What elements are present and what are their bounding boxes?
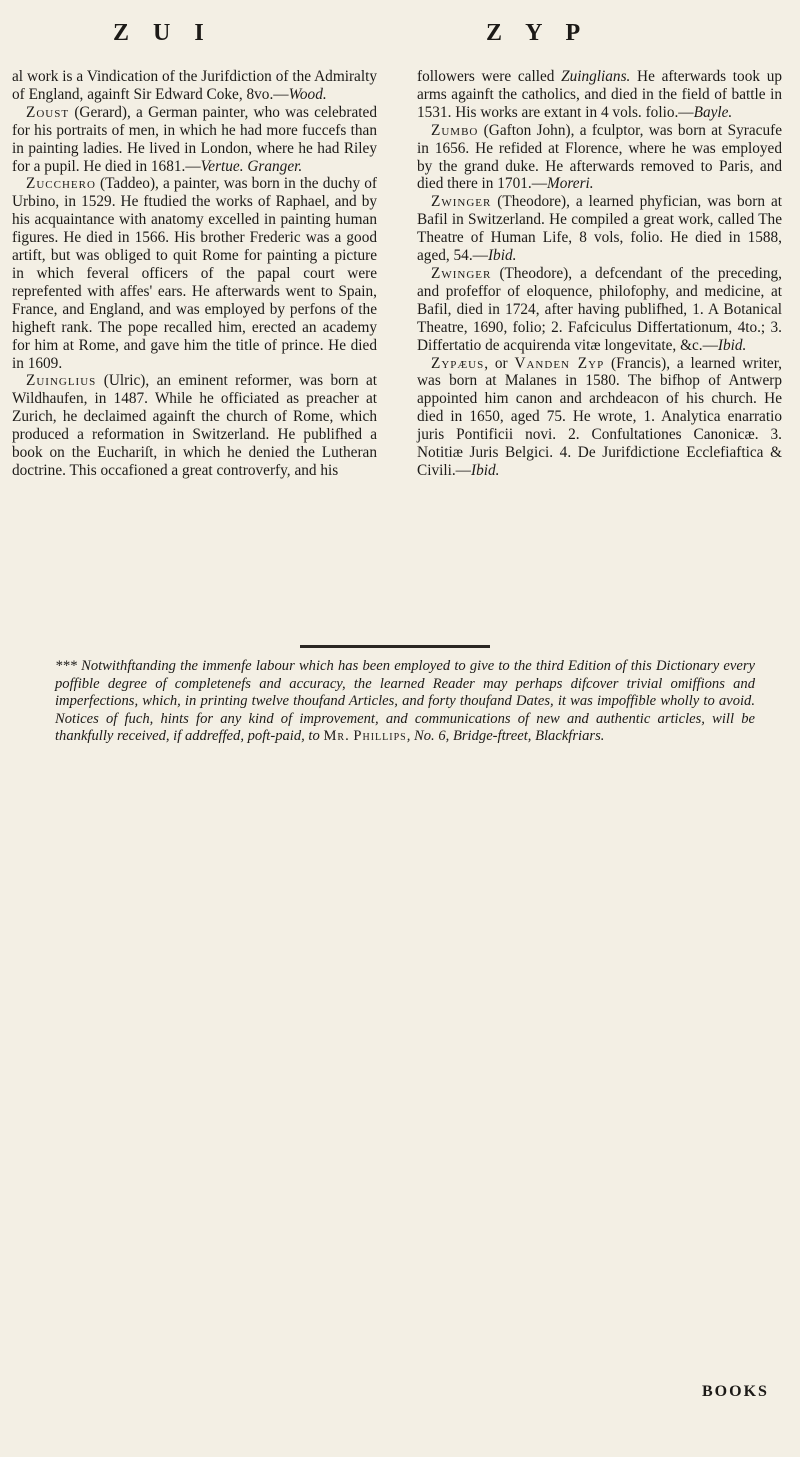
right-column	[417, 68, 782, 480]
entry-headword: Zoust	[26, 103, 70, 121]
entry-continuation: followers were called Zuinglians. He afterwards took up arms againft the catholics, and died in the field of battle in 1531. His works are extant in 4 vols. folio.—Bayle.	[417, 68, 782, 121]
publisher-notice: *** Notwithftanding the immenfe labour which has been employed to give to the third Edition of this Dictionary every poffible degree of completenefs and accuracy, the learned Reader may perhaps difcover trivial omiffions and imperfections, which, in printing twelve thoufand Articles, and forty thoufand Dates, it was impoffible wholly to avoid. Notices of fuch, hints for any kind of improvement, and communications of new and authentic articles, will be thankfully received, if addreffed, poft-paid, to Mr. Phillips, No. 6, Bridge-ftreet, Blackfriars.	[55, 658, 755, 744]
entry-headword: Zucchero	[26, 175, 96, 193]
entry-headword: Zumbo	[431, 121, 479, 139]
entry-continuation: al work is a Vindication of the Jurifdiction of the Admiralty of England, againft Sir Edward Coke, 8vo.—Wood.	[12, 68, 377, 103]
entry-zwinger-2: Zwinger (Theodore), a defcendant of the preceding, and profeffor of eloquence, philofophy, and medicine, at Bafil, died in 1724, after having publifhed, 1. A Botanical Theatre, 1690, folio; 2. Fafciculus Differtationum, 4to.; 3. Differtatio de acquirenda vitæ longevitate, &c.—Ibid.	[417, 264, 782, 354]
entry-headword: Zwinger	[431, 193, 492, 211]
entry-zuinglius: Zuinglius (Ulric), an eminent reformer, was born at Wildhaufen, in 1487. While he officiated as preacher at Zurich, he declaimed againft the church of Rome, which produced a reformation in Switzerland. He publifhed a book on the Euchariſt, in which he denied the Lutheran doctrine. This occafioned a great controverfy, and his	[12, 372, 377, 479]
running-header-right: Z Y P	[486, 20, 590, 46]
left-column	[12, 68, 377, 480]
entry-headword: Zwinger	[431, 264, 492, 282]
entry-zoust: Zoust (Gerard), a German painter, who was celebrated for his portraits of men, in which he had more fuccefs than in painting ladies. He lived in London, where he had Riley for a pupil. He died in 1681.—Vertue. Granger.	[12, 103, 377, 175]
entry-headword: Zuinglius	[26, 372, 97, 390]
catchword: BOOKS	[702, 1383, 769, 1400]
entry-zypaeus: Zypæus, or Vanden Zyp (Francis), a learned writer, was born at Malanes in 1580. The bifhop of Antwerp appointed him canon and archdeacon of his church. He died in 1650, aged 75. He wrote, 1. Analytica enarratio juris Pontificii novi. 2. Confultationes Canonicæ. 3. Notitiæ Juris Belgici. 4. De Jurifdictione Ecclefiaftica & Civili.—Ibid.	[417, 354, 782, 479]
running-header-left: Z U I	[113, 20, 213, 46]
section-divider	[300, 645, 490, 648]
entry-zumbo: Zumbo (Gafton John), a fculptor, was born at Syracufe in 1656. He refided at Florence, where he was employed by the grand duke. He afterwards removed to Paris, and died there in 1701.—Moreri.	[417, 121, 782, 193]
entry-zwinger-1: Zwinger (Theodore), a learned phyfician, was born at Bafil in Switzerland. He compiled a great work, called The Theatre of Human Life, 8 vols, folio. He died in 1588, aged, 54.—Ibid.	[417, 193, 782, 265]
entry-zucchero: Zucchero (Taddeo), a painter, was born in the duchy of Urbino, in 1529. He ftudied the works of Raphael, and by his acquaintance with anatomy excelled in painting human figures. He died in 1566. His brother Frederic was a good artift, but was obliged to quit Rome for painting a picture in which feveral officers of the papal court were reprefented with affes' ears. He afterwards went to Spain, France, and England, and was employed by perfons of the higheft rank. The pope recalled him, erected an academy for him at Rome, and gave him the title of prince. He died in 1609.	[12, 175, 377, 372]
entry-headword: Vanden Zyp	[514, 354, 605, 372]
entry-headword: Zypæus	[431, 354, 485, 372]
